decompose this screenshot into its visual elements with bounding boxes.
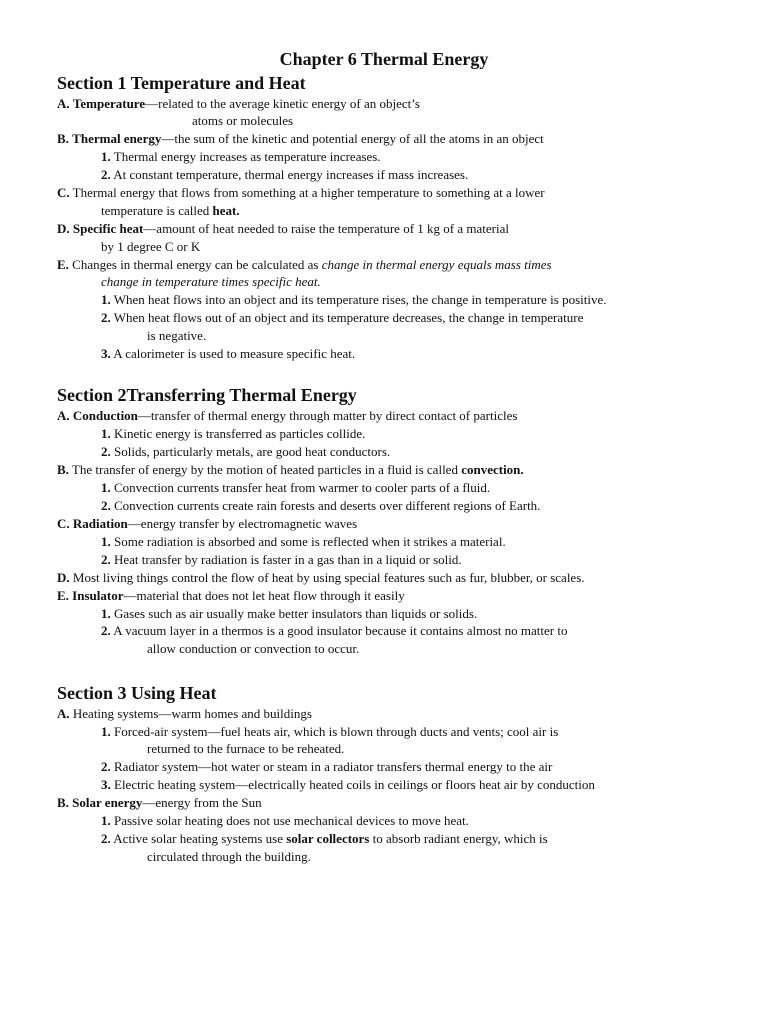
item-text: Thermal energy increases as temperature increases. [110,149,381,164]
item-text: Thermal energy that flows from something at a higher temperature to something at a lower [69,185,545,200]
item-marker: E. [57,588,69,603]
item-number: 1. [101,149,111,164]
item-text: Some radiation is absorbed and some is reflected when it strikes a material. [110,534,506,549]
s2-item-c1 [101,533,506,550]
s3-item-b2-cont: circulated through the building. [147,849,311,864]
item-number: 1. [101,426,111,441]
s1-item-b [57,130,544,147]
item-text: Kinetic energy is transferred as particles collide. [110,426,366,441]
s3-item-a2 [101,758,552,775]
term: Thermal energy [72,131,162,146]
s1-item-e1 [101,291,607,308]
item-number: 3. [101,777,111,792]
item-text: Gases such as air usually make better insulators than liquids or solids. [110,606,478,621]
item-marker: A. [57,96,70,111]
s1-item-a [57,95,420,112]
item-marker: D. [57,221,70,236]
term: solar collectors [286,831,370,846]
item-number: 2. [101,444,111,459]
s2-item-e1 [101,605,477,622]
s3-item-a1-cont: returned to the furnace to be reheated. [147,741,345,756]
item-text: Passive solar heating does not use mechanical devices to move heat. [110,813,469,828]
formula-text: change in temperature times specific heat. [101,274,321,289]
s3-item-b [57,794,262,811]
s2-item-c2 [101,551,462,568]
item-marker: A. [57,408,70,423]
item-number: 2. [101,831,111,846]
chapter-title: Chapter 6 Thermal Energy [279,49,489,69]
item-text: —transfer of thermal energy through matter by direct contact of particles [137,408,518,423]
item-number: 2. [101,310,111,325]
term: Solar energy [68,795,143,810]
item-text: Forced-air system—fuel heats air, which is blown through ducts and vents; cool air is [110,724,559,739]
s2-item-e [57,587,405,604]
s1-item-c-cont [101,202,240,219]
item-marker: C. [57,185,70,200]
item-marker: E. [57,257,69,272]
item-number: 2. [101,167,111,182]
s1-item-e2 [101,309,583,326]
item-number: 1. [101,606,111,621]
item-number: 1. [101,724,111,739]
item-text: to absorb radiant energy, which is [369,831,548,846]
s2-item-a2 [101,443,390,460]
term: Insulator [68,588,124,603]
item-text: Electric heating system—electrically heated coils in ceilings or floors heat air by conduction [110,777,595,792]
item-text: Active solar heating systems use [110,831,287,846]
item-text: Convection currents transfer heat from warmer to cooler parts of a fluid. [110,480,491,495]
item-marker: B. [57,462,69,477]
item-number: 1. [101,480,111,495]
section-2-heading: Section 2Transferring Thermal Energy [57,385,357,405]
item-number: 2. [101,759,111,774]
s1-item-e2-cont: is negative. [147,328,207,343]
s1-item-a-cont: atoms or molecules [192,113,294,128]
item-text: temperature is called [101,203,213,218]
item-number: 1. [101,292,111,307]
formula-text: change in thermal energy equals mass times [321,257,552,272]
s3-item-b1 [101,812,469,829]
item-text: —material that does not let heat flow through it easily [123,588,405,603]
term: Conduction [69,408,138,423]
item-text: —related to the average kinetic energy of an object’s [145,96,420,111]
item-text: —energy from the Sun [142,795,262,810]
s2-item-a [57,407,517,424]
item-number: 1. [101,813,111,828]
term: Temperature [72,96,146,111]
item-marker: C. [57,516,70,531]
item-number: 2. [101,623,111,638]
term: heat. [212,203,240,218]
item-number: 1. [101,534,111,549]
s3-item-a [57,705,312,722]
item-marker: B. [57,131,69,146]
item-text: Solids, particularly metals, are good heat conductors. [110,444,391,459]
item-text: When heat flows into an object and its temperature rises, the change in temperature is positive. [110,292,607,307]
s3-item-a1 [101,723,558,740]
s1-item-e3 [101,345,355,362]
s1-item-d-cont: by 1 degree C or K [101,239,201,254]
s3-item-b2 [101,830,548,847]
item-text: —amount of heat needed to raise the temperature of 1 kg of a material [143,221,509,236]
item-text: Most living things control the flow of heat by using special features such as fur, blubber, or scales. [69,570,585,585]
item-number: 2. [101,498,111,513]
item-text: A calorimeter is used to measure specific heat. [110,346,356,361]
s2-item-b1 [101,479,490,496]
item-text: When heat flows out of an object and its temperature decreases, the change in temperature [110,310,584,325]
item-marker: B. [57,795,69,810]
s1-item-e-cont [101,273,321,290]
s1-item-b1 [101,148,381,165]
s1-item-d [57,220,509,237]
item-text: Radiator system—hot water or steam in a radiator transfers thermal energy to the air [110,759,553,774]
item-text: Heat transfer by radiation is faster in a gas than in a liquid or solid. [110,552,462,567]
s2-item-e2 [101,622,567,639]
item-text: —the sum of the kinetic and potential energy of all the atoms in an object [161,131,544,146]
section-1-heading: Section 1 Temperature and Heat [57,73,306,93]
s2-item-d [57,569,585,586]
item-text: At constant temperature, thermal energy increases if mass increases. [110,167,469,182]
term: Radiation [69,516,128,531]
s1-item-c [57,184,545,201]
item-text: The transfer of energy by the motion of heated particles in a fluid is called [68,462,462,477]
item-marker: D. [57,570,70,585]
s1-item-e [57,256,552,273]
s2-item-a1 [101,425,365,442]
item-text: —energy transfer by electromagnetic waves [127,516,358,531]
s3-item-a3 [101,776,595,793]
item-text: A vacuum layer in a thermos is a good insulator because it contains almost no matter to [110,623,568,638]
term: convection. [461,462,524,477]
item-number: 3. [101,346,111,361]
section-3-heading: Section 3 Using Heat [57,683,217,703]
s2-item-b2 [101,497,540,514]
s2-item-e2-cont: allow conduction or convection to occur. [147,641,360,656]
item-text: Heating systems—warm homes and buildings [69,706,312,721]
item-number: 2. [101,552,111,567]
s2-item-b [57,461,524,478]
term: Specific heat [69,221,144,236]
s1-item-b2 [101,166,468,183]
item-text: Convection currents create rain forests and deserts over different regions of Earth. [110,498,541,513]
s2-item-c [57,515,357,532]
item-marker: A. [57,706,70,721]
item-text: Changes in thermal energy can be calculated as [68,257,322,272]
